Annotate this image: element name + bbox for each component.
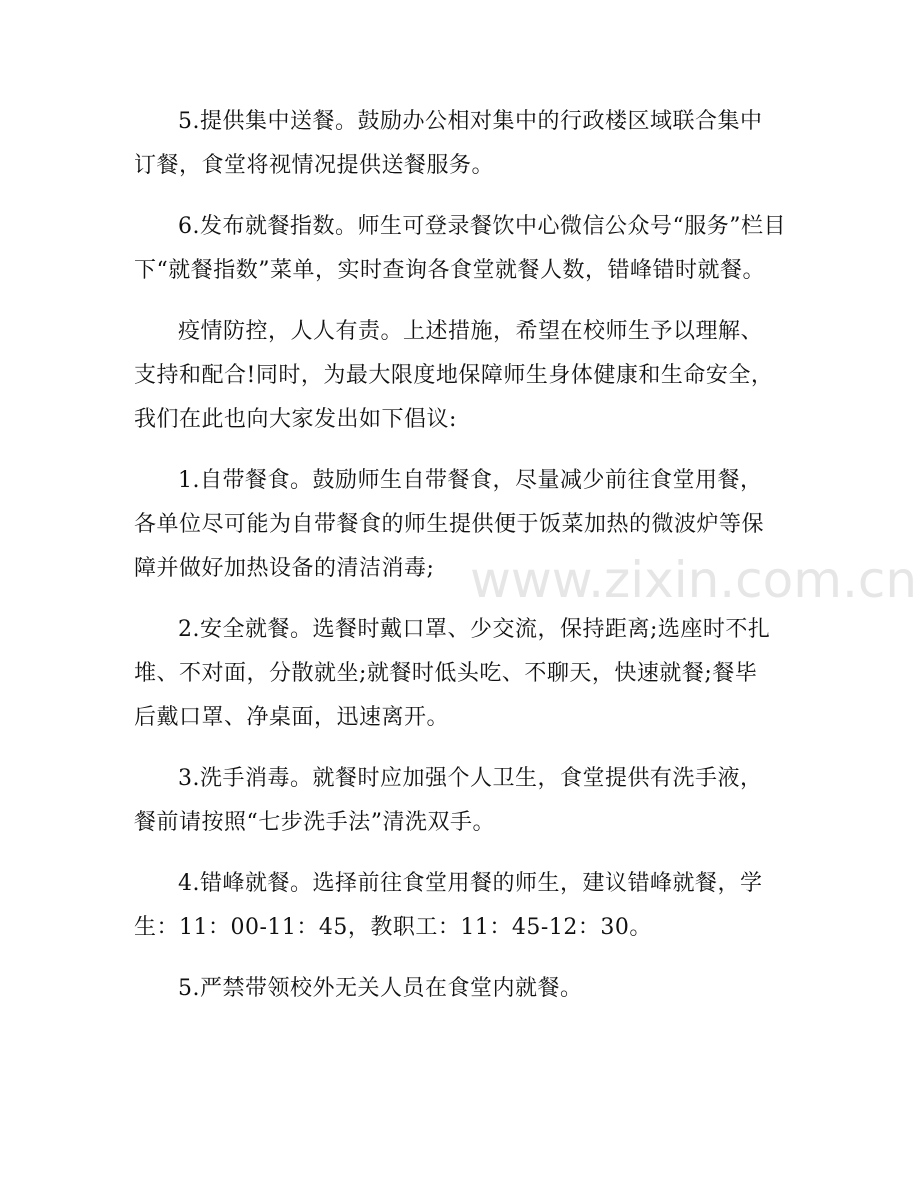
- paragraph-3-line-3: 我们在此也向大家发出如下倡议:: [134, 407, 457, 432]
- paragraph-7-line-1: 4.错峰就餐。选择前往食堂用餐的师生，建议错峰就餐，学: [178, 871, 763, 896]
- paragraph-4-line-2: 各单位尽可能为自带餐食的师生提供便于饭菜加热的微波炉等保: [134, 512, 765, 537]
- paragraph-5-line-1: 2.安全就餐。选餐时戴口罩、少交流，保持距离;选座时不扎: [178, 617, 771, 642]
- paragraph-6-line-2: 餐前请按照“七步洗手法”清洗双手。: [134, 810, 495, 835]
- paragraph-8-line-1: 5.严禁带领校外无关人员在食堂内就餐。: [178, 976, 583, 1001]
- paragraph-1-line-1: 5.提供集中送餐。鼓励办公相对集中的行政楼区域联合集中: [178, 109, 763, 134]
- paragraph-5-line-3: 后戴口罩、净桌面，迅速离开。: [134, 705, 450, 730]
- paragraph-4-line-3: 障并做好加热设备的清洁消毒;: [134, 556, 435, 581]
- paragraph-2-line-2: 下“就餐指数”菜单，实时查询各食堂就餐人数，错峰错时就餐。: [134, 258, 765, 283]
- paragraph-7-line-2: 生：11：00-11：45，教职工：11：45-12：30。: [134, 915, 652, 940]
- paragraph-3-line-2: 支持和配合!同时，为最大限度地保障师生身体健康和生命安全，: [134, 363, 774, 388]
- paragraph-4-line-1: 1.自带餐食。鼓励师生自带餐食，尽量减少前往食堂用餐，: [178, 468, 763, 493]
- paragraph-5-line-2: 堆、不对面，分散就坐;就餐时低头吃、不聊天，快速就餐;餐毕: [134, 661, 758, 686]
- paragraph-6-line-1: 3.洗手消毒。就餐时应加强个人卫生，食堂提供有洗手液，: [178, 766, 763, 791]
- paragraph-2-line-1: 6.发布就餐指数。师生可登录餐饮中心微信公众号“服务”栏目: [178, 214, 786, 239]
- paragraph-1-line-2: 订餐，食堂将视情况提供送餐服务。: [134, 153, 495, 178]
- paragraph-3-line-1: 疫情防控，人人有责。上述措施，希望在校师生予以理解、: [178, 319, 764, 344]
- watermark-text: www.zixin.com.cn: [470, 551, 918, 609]
